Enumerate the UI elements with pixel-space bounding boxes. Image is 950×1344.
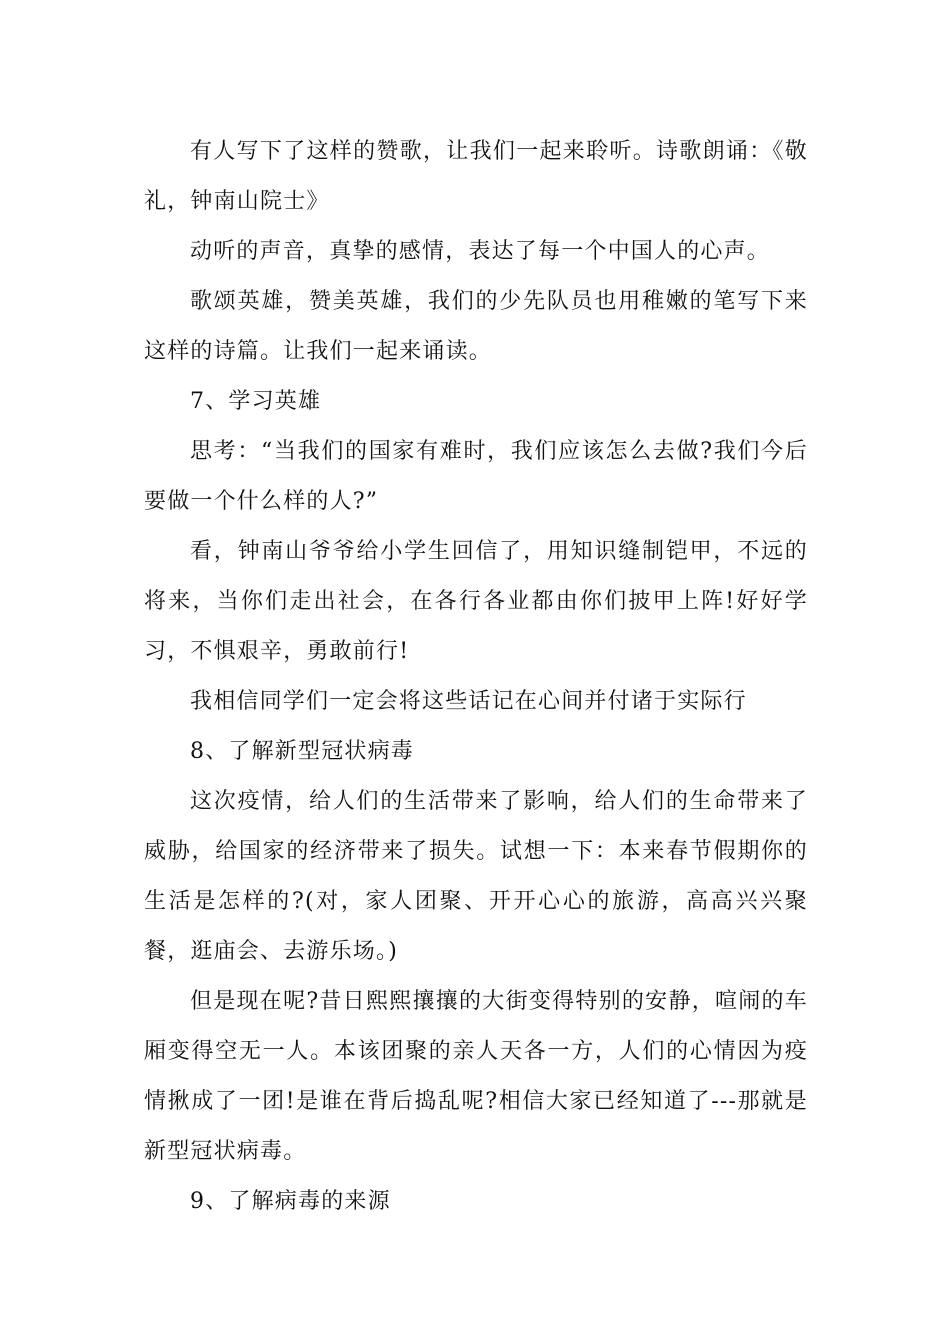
paragraph-letter: 看，钟南山爷爷给小学生回信了，用知识缝制铠甲，不远的将来，当你们走出社会，在各行各业都由你们披甲上阵!好好学习，不惧艰辛，勇敢前行! bbox=[144, 539, 808, 664]
paragraph-think: 思考：“当我们的国家有难时，我们应该怎么去做?我们今后要做一个什么样的人?” bbox=[144, 439, 808, 514]
paragraph-praise-heroes: 歌颂英雄，赞美英雄，我们的少先队员也用稚嫩的笔写下来这样的诗篇。让我们一起来诵读。 bbox=[144, 289, 808, 364]
section-heading-8: 8、了解新型冠状病毒 bbox=[190, 739, 414, 764]
paragraph-epidemic: 这次疫情，给人们的生活带来了影响，给人们的生命带来了威胁，给国家的经济带来了损失。试想一下：本来春节假期你的生活是怎样的?(对，家人团聚、开开心心的旅游，高高兴兴聚餐，逛庙会、去游乐场。) bbox=[144, 789, 808, 964]
paragraph-voice: 动听的声音，真挚的感情，表达了每一个中国人的心声。 bbox=[190, 239, 771, 264]
section-heading-7: 7、学习英雄 bbox=[190, 389, 322, 414]
paragraph-poem-intro: 有人写下了这样的赞歌，让我们一起来聆听。诗歌朗诵：《敬礼，钟南山院士》 bbox=[144, 139, 808, 214]
section-heading-9: 9、了解病毒的来源 bbox=[190, 1189, 391, 1214]
paragraph-believe: 我相信同学们一定会将这些话记在心间并付诸于实际行 bbox=[190, 689, 747, 714]
document-body bbox=[144, 127, 808, 1227]
paragraph-now: 但是现在呢?昔日熙熙攘攘的大街变得特别的安静，喧闹的车厢变得空无一人。本该团聚的亲人天各一方，人们的心情因为疫情揪成了一团!是谁在背后捣乱呢?相信大家已经知道了---那就是新型冠状病毒。 bbox=[144, 989, 808, 1164]
